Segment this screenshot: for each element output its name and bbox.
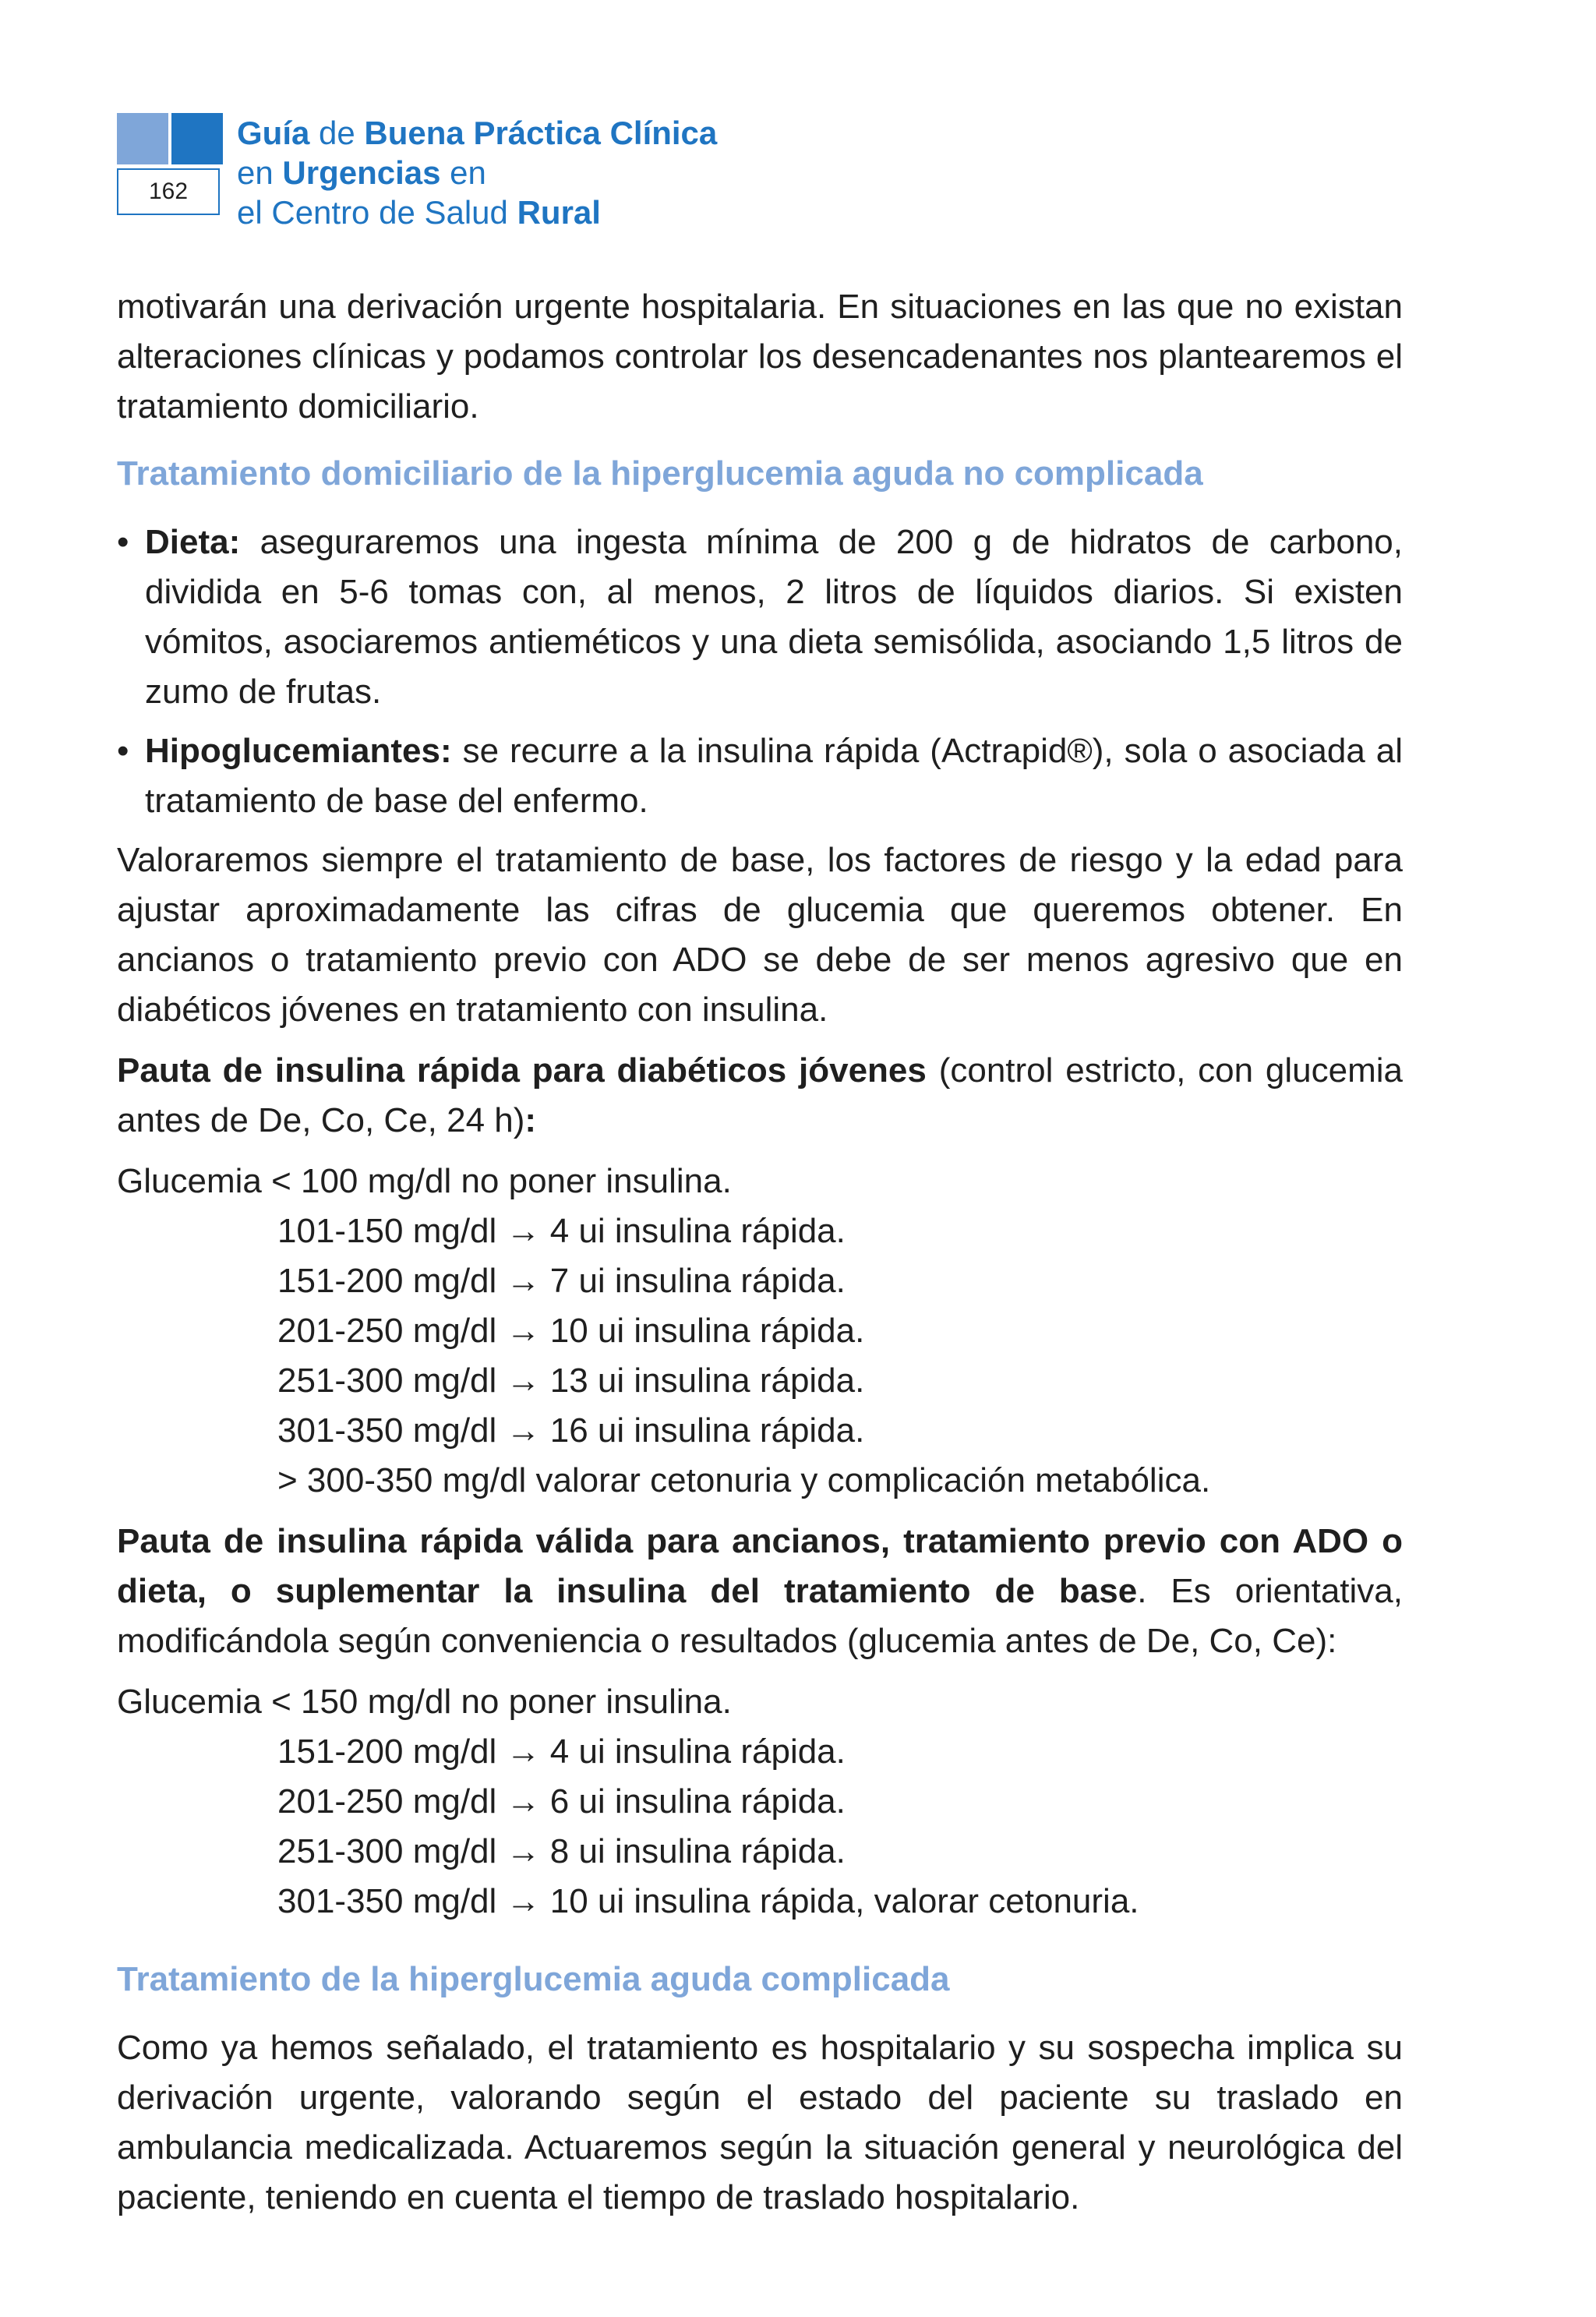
page-content (117, 282, 1403, 2223)
pauta-heading-rest: . Es orientativa, modificándola según conveniencia o resultados (glucemia antes de De, Co, Ce): (117, 1572, 1403, 1660)
final-paragraph: Como ya hemos señalado, el tratamiento es hospitalario y su sospecha implica su derivación urgente, valorando según el estado del paciente su traslado en ambulancia medicalizada. Actuaremos según la situación general y neurológica del paciente, teniendo en cuenta el tiempo de traslado hospitalario. (117, 2029, 1403, 2216)
dose-line: Glucemia < 150 mg/dl no poner insulina. (117, 1683, 732, 1721)
pauta-heading-rest: (control estricto, con glucemia antes de De, Co, Ce, 24 h) (117, 1051, 1403, 1139)
bullet-dot: • (117, 732, 129, 770)
pauta-heading-colon: : (524, 1101, 537, 1139)
dose-line: 151-200 mg/dl → 4 ui insulina rápida. (277, 1732, 846, 1771)
pauta-jovenes-list (117, 1157, 1403, 1506)
page-number: 162 (117, 168, 220, 215)
title-words-centro-salud: el Centro de Salud (237, 194, 517, 231)
section-title-complicada: Tratamiento de la hiperglucemia aguda complicada (117, 1960, 950, 1998)
bullet-dot: • (117, 523, 129, 561)
bullet-dieta (117, 517, 1403, 717)
title-word-de: de (309, 115, 365, 151)
pauta-jovenes-heading (117, 1046, 1403, 1146)
title-word-en: en (237, 154, 283, 191)
bullet-label: Dieta: (145, 523, 241, 561)
dose-line: Glucemia < 100 mg/dl no poner insulina. (117, 1162, 732, 1200)
dose-line: 201-250 mg/dl → 10 ui insulina rápida. (277, 1312, 865, 1350)
bullet-text: se recurre a la insulina rápida (Actrapid®), sola o asociada al tratamiento de base del enfermo. (145, 732, 1403, 820)
dose-line: 201-250 mg/dl → 6 ui insulina rápida. (277, 1782, 846, 1821)
bullet-hipoglucemiantes (117, 726, 1403, 826)
dose-line: 251-300 mg/dl → 8 ui insulina rápida. (277, 1832, 846, 1870)
book-title (237, 113, 717, 232)
header-square-light (117, 113, 168, 164)
pauta-ancianos-list (117, 1677, 1403, 1927)
title-word-en2: en (440, 154, 486, 191)
title-word-urgencias: Urgencias (282, 154, 441, 191)
bullet-label: Hipoglucemiantes: (145, 732, 452, 770)
dose-line: 101-150 mg/dl → 4 ui insulina rápida. (277, 1212, 846, 1250)
dose-line: 301-350 mg/dl → 10 ui insulina rápida, valorar cetonuria. (277, 1882, 1139, 1920)
intro-paragraph: motivarán una derivación urgente hospitalaria. En situaciones en las que no existan alteraciones clínicas y podamos controlar los desencadenantes nos plantearemos el tratamiento domiciliario. (117, 288, 1403, 426)
pauta-heading-bold: Pauta de insulina rápida para diabéticos jóvenes (117, 1051, 927, 1090)
dose-line: 301-350 mg/dl → 16 ui insulina rápida. (277, 1411, 865, 1450)
header-square-dark (171, 113, 223, 164)
dose-line: > 300-350 mg/dl valorar cetonuria y complicación metabólica. (277, 1461, 1211, 1499)
paragraph-valoraremos: Valoraremos siempre el tratamiento de base, los factores de riesgo y la edad para ajustar aproximadamente las cifras de glucemia que queremos obtener. En ancianos o tratamiento previo con ADO se debe de ser menos agresivo que en diabéticos jóvenes en tratamiento con insulina. (117, 841, 1403, 1029)
title-word-rural: Rural (517, 194, 601, 231)
bullet-text: aseguraremos una ingesta mínima de 200 g de hidratos de carbono, dividida en 5-6 tomas con, al menos, 2 litros de líquidos diarios. Si existen vómitos, asociaremos antieméticos y una dieta semisólida, asociando 1,5 litros de zumo de frutas. (145, 523, 1403, 711)
title-word-guia: Guía (237, 115, 310, 151)
dose-line: 151-200 mg/dl → 7 ui insulina rápida. (277, 1262, 846, 1300)
section-title-domiciliario: Tratamiento domiciliario de la hiperglucemia aguda no complicada (117, 454, 1203, 493)
title-words-buena-practica: Buena Práctica Clínica (364, 115, 718, 151)
pauta-ancianos-heading (117, 1517, 1403, 1666)
pauta-heading-bold: Pauta de insulina rápida válida para ancianos, tratamiento previo con ADO o dieta, o suplementar la insulina del tratamiento de base (117, 1522, 1403, 1610)
dose-line: 251-300 mg/dl → 13 ui insulina rápida. (277, 1362, 865, 1400)
page-header (117, 113, 818, 230)
